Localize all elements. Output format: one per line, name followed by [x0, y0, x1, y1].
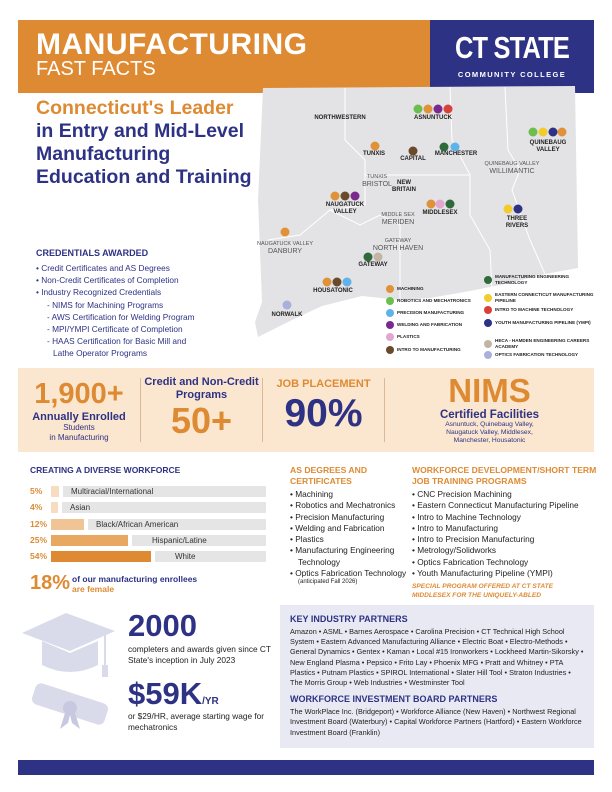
site-city: BRISTOL — [362, 181, 392, 188]
program-dot — [446, 200, 455, 209]
program-dot — [343, 278, 352, 287]
program-dot — [434, 105, 443, 114]
campus-label: HOUSATONIC — [313, 288, 353, 294]
legend-dot — [386, 309, 394, 317]
workforce-row — [30, 502, 266, 514]
program-dot — [514, 205, 523, 214]
program-dot — [414, 105, 423, 114]
short-term-list — [412, 489, 597, 579]
credential-sub-item: - HAAS Certification for Basic Mill and — [47, 336, 187, 347]
program-dot — [281, 228, 290, 237]
stat-sub: Asnuntuck, Quinebaug Valley, Naugatuck Valley, Middlesex, Manchester, Housatonic — [445, 421, 534, 444]
credential-item: • Credit Certificates and AS Degrees — [36, 263, 170, 273]
program-dot — [323, 278, 332, 287]
row-pct: 25% — [30, 534, 48, 545]
program-item: • Intro to Machine Technology — [412, 512, 597, 523]
program-dot — [529, 128, 538, 137]
row-pct: 4% — [30, 502, 43, 513]
legend-item — [495, 320, 595, 326]
legend-dot — [386, 321, 394, 329]
program-dot — [549, 128, 558, 137]
credential-sub-item: Lathe Operator Programs — [53, 348, 148, 359]
female-pct: 18% — [30, 572, 71, 594]
site-label — [373, 238, 423, 252]
degree-item: • Machining — [290, 489, 408, 500]
workforce-title: CREATING A DIVERSE WORKFORCE — [30, 465, 181, 475]
program-dot — [539, 128, 548, 137]
completers-text: completers and awards given since CT State's inception in July 2023 — [128, 644, 271, 665]
degree-item: • Optics Fabrication Technology (anticipated Fall 2026) — [290, 568, 408, 586]
stats-band — [18, 368, 594, 452]
row-bar — [51, 519, 84, 530]
special-program-note: SPECIAL PROGRAM OFFERED AT CT STATE MIDDLESEX FOR THE UNIQUELY-ABLED — [412, 583, 554, 599]
stat-value: 1,900+ — [34, 378, 124, 410]
stat-sub: Students — [63, 423, 95, 432]
legend-dot — [484, 294, 492, 302]
stat-placement — [263, 368, 384, 452]
program-dot — [424, 105, 433, 114]
workforce-row — [30, 551, 266, 563]
campus-label: MIDDLESEX — [422, 210, 458, 216]
board-partners-title: WORKFORCE INVESTMENT BOARD PARTNERS — [290, 694, 498, 705]
program-item: • CNC Precision Machining — [412, 489, 597, 500]
site-label — [257, 241, 313, 255]
legend-item — [495, 352, 595, 358]
program-item: • Intro to Precision Manufacturing — [412, 534, 597, 545]
footer-bar — [18, 760, 594, 775]
legend-dot — [484, 351, 492, 359]
stat-nims — [385, 368, 594, 452]
program-dot — [444, 105, 453, 114]
site-label — [381, 212, 414, 226]
legend-dot — [484, 340, 492, 348]
partners-box — [280, 605, 594, 748]
site-college: MIDDLE SEX — [381, 212, 415, 218]
degrees-list — [290, 489, 408, 586]
stat-value: NIMS — [448, 372, 531, 409]
degree-item: • Precision Manufacturing — [290, 512, 408, 523]
stat-label: Credit and Non-Credit Programs — [144, 376, 259, 401]
wage-amount: $59K — [128, 676, 203, 711]
program-dot — [436, 200, 445, 209]
program-dot — [371, 142, 380, 151]
legend-label: OPTICS FABRICATION TECHNOLOGY — [495, 352, 579, 357]
legend-dot — [386, 285, 394, 293]
degree-item: • Welding and Fabrication — [290, 523, 408, 534]
diploma-icon — [30, 682, 109, 729]
stat-value: 50+ — [170, 400, 233, 441]
industry-partners-list: Amazon • ASML • Barnes Aerospace • Carolina Precision • CT Technical High School System • Eastern Advanced Manufacturing Alliance • Electric Boat • Electro-Methods • General Dynamics • Gentex • Kaman • Local #15 Ironworkers • Lockheed Martin-Sikorsky • New England Plasma • Pepsico • Frito Lay • Phoenix MFG • Pratt and Whitney • PTA Plastics • Putnam Plastics • SPIROL International • Slater Hill Tool • Straton Industries • The Morris Group • Web Industries • Westminster Tool — [290, 627, 584, 688]
legend-label: PRECISION MANUFACTURING — [397, 310, 465, 315]
legend-item — [495, 292, 595, 303]
row-bar — [51, 486, 59, 497]
degree-item: • Manufacturing Engineering Technology — [290, 545, 408, 568]
row-label: Asian — [62, 502, 266, 513]
board-partners-list: The WorkPlace Inc. (Bridgeport) • Workforce Alliance (New Haven) • Northwest Regional Investment Board (Waterbury) • Capital Workforce Partners (Hartford) • Eastern Workforce Investment Board (Franklin) — [290, 707, 582, 737]
program-item: • Eastern Connecticut Manufacturing Pipeline — [412, 500, 597, 511]
industry-partners-title: KEY INDUSTRY PARTNERS — [290, 614, 408, 624]
stat-label: Annually Enrolled — [32, 411, 126, 423]
program-dot — [374, 253, 383, 262]
site-city: MERIDEN — [381, 219, 415, 226]
wage-text: or $29/HR, average starting wage for mechatronics — [128, 711, 265, 732]
stat-enrolled — [18, 368, 140, 452]
campus-label: TUNXIS — [362, 151, 386, 157]
program-item: • Intro to Manufacturing — [412, 523, 597, 534]
row-bar — [51, 535, 128, 546]
degree-note: (anticipated Fall 2026) — [298, 579, 358, 586]
wage-unit: /YR — [202, 696, 219, 707]
program-dot — [451, 143, 460, 152]
legend-item — [495, 338, 595, 349]
campus-label: NAUGATUCK VALLEY — [325, 202, 365, 215]
legend-label: PLASTICS — [397, 334, 420, 339]
row-label: Multiracial/International — [63, 486, 266, 497]
program-dot — [283, 301, 292, 310]
workforce-row — [30, 535, 266, 547]
row-pct: 12% — [30, 518, 48, 529]
campus-label: MANCHESTER — [434, 151, 478, 157]
campus-label: QUINEBAUG VALLEY — [529, 140, 567, 153]
program-dot — [341, 192, 350, 201]
stat-value: 90% — [284, 392, 363, 435]
credential-sub-item: - MPI/YMPI Certificate of Completion — [47, 324, 183, 335]
site-label — [485, 161, 540, 175]
logo-sub: COMMUNITY COLLEGE — [457, 70, 567, 79]
program-dot — [504, 205, 513, 214]
site-city: DANBURY — [267, 248, 303, 255]
short-term-title: WORKFORCE DEVELOPMENT/SHORT TERM JOB TRAINING PROGRAMS — [412, 465, 597, 486]
legend-dot — [386, 346, 394, 354]
workforce-row — [30, 519, 266, 531]
row-pct: 5% — [30, 486, 43, 496]
site-college: NAUGATUCK VALLEY — [256, 241, 314, 247]
legend-dot — [484, 319, 492, 327]
page-title: MANUFACTURING — [36, 28, 308, 61]
page-subtitle: FAST FACTS — [36, 58, 156, 80]
logo-main: CT STATE — [455, 30, 569, 65]
row-label: Hispanic/Latine — [132, 535, 266, 546]
row-label: Black/African American — [88, 519, 266, 530]
row-bar — [51, 502, 58, 513]
program-dot — [331, 192, 340, 201]
female-text: are female — [72, 584, 115, 594]
headline-rest: in Entry and Mid-Level Manufacturing Education and Training — [36, 120, 252, 188]
legend-label: MACHINING — [397, 286, 424, 291]
stat-label: JOB PLACEMENT — [276, 378, 371, 390]
legend-dot — [386, 333, 394, 341]
graduation-cap-icon — [20, 605, 120, 735]
stat-label: Certified Facilities — [439, 409, 540, 421]
campus-label: NEW BRITAIN — [392, 180, 416, 193]
legend-dot — [484, 276, 492, 284]
legend-label: HECA - HAMDEN ENGINEERING CAREERS ACADEMY — [495, 338, 590, 349]
campus-label: ASNUNTUCK — [414, 115, 452, 121]
female-text: of our manufacturing enrollees — [72, 574, 198, 584]
program-dot — [427, 200, 436, 209]
site-label — [362, 174, 392, 188]
row-pct: 54% — [30, 551, 48, 562]
site-city: NORTH HAVEN — [372, 245, 424, 252]
campus-label: NORWALK — [271, 312, 303, 318]
credential-item: • Non-Credit Certificates of Completion — [36, 275, 179, 286]
credential-sub-item: - AWS Certification for Welding Program — [47, 311, 195, 322]
program-dot — [364, 253, 373, 262]
stat-programs — [141, 368, 262, 452]
headline-highlight: Connecticut's Leader — [36, 97, 234, 119]
legend-label: EASTERN CONNECTICUT MANUFACTURING PIPELINE — [495, 292, 594, 303]
legend-item — [397, 298, 497, 304]
degree-item: • Robotics and Mechatronics — [290, 500, 408, 511]
legend-item — [397, 310, 497, 316]
legend-item — [397, 347, 497, 353]
site-college: QUINEBAUG VALLEY — [484, 161, 540, 167]
credentials-title: CREDENTIALS AWARDED — [36, 248, 149, 258]
legend-item — [495, 307, 595, 313]
program-dot — [558, 128, 567, 137]
legend-item — [495, 274, 595, 285]
wage-value — [128, 676, 219, 712]
workforce-row — [30, 486, 266, 498]
legend-label: INTRO TO MANUFACTURING — [397, 347, 461, 352]
legend-label: INTRO TO MACHINE TECHNOLOGY — [495, 307, 574, 312]
credential-item: • Industry Recognized Credentials — [36, 287, 162, 298]
program-dot — [333, 278, 342, 287]
row-bar — [51, 551, 151, 562]
legend-label: ROBOTICS AND MECHATRONICS — [397, 298, 471, 303]
legend-label: MANUFACTURING ENGINEERING TECHNOLOGY — [495, 274, 570, 285]
completers-value: 2000 — [128, 608, 197, 643]
row-label: White — [155, 551, 266, 562]
degrees-title: AS DEGREES AND CERTIFICATES — [290, 465, 368, 486]
legend-label: YOUTH MANUFACTURING PIPELINE (YMPI) — [495, 320, 591, 325]
program-dot — [440, 143, 449, 152]
campus-label: GATEWAY — [358, 262, 388, 268]
legend-item — [397, 286, 497, 292]
site-city: WILLIMANTIC — [489, 168, 535, 175]
legend-dot — [484, 306, 492, 314]
campus-label: NORTHWESTERN — [314, 115, 366, 121]
campus-label: THREE RIVERS — [505, 216, 529, 229]
program-item: • Youth Manufacturing Pipeline (YMPI) — [412, 568, 597, 579]
program-item: • Metrology/Solidworks — [412, 545, 597, 556]
program-dot — [351, 192, 360, 201]
degree-item: • Plastics — [290, 534, 408, 545]
program-item: • Optics Fabrication Technology — [412, 557, 597, 568]
legend-dot — [386, 297, 394, 305]
site-college: GATEWAY — [384, 238, 412, 244]
program-dot — [409, 147, 418, 156]
campus-label: CAPITAL — [400, 156, 426, 162]
legend-label: WELDING AND FABRICATION — [397, 322, 463, 327]
stat-sub: in Manufacturing — [49, 432, 109, 442]
credential-sub-item: - NIMS for Machining Programs — [47, 299, 164, 310]
legend-item — [397, 322, 497, 328]
site-college: TUNXIS — [366, 174, 388, 180]
legend-item — [397, 334, 497, 340]
